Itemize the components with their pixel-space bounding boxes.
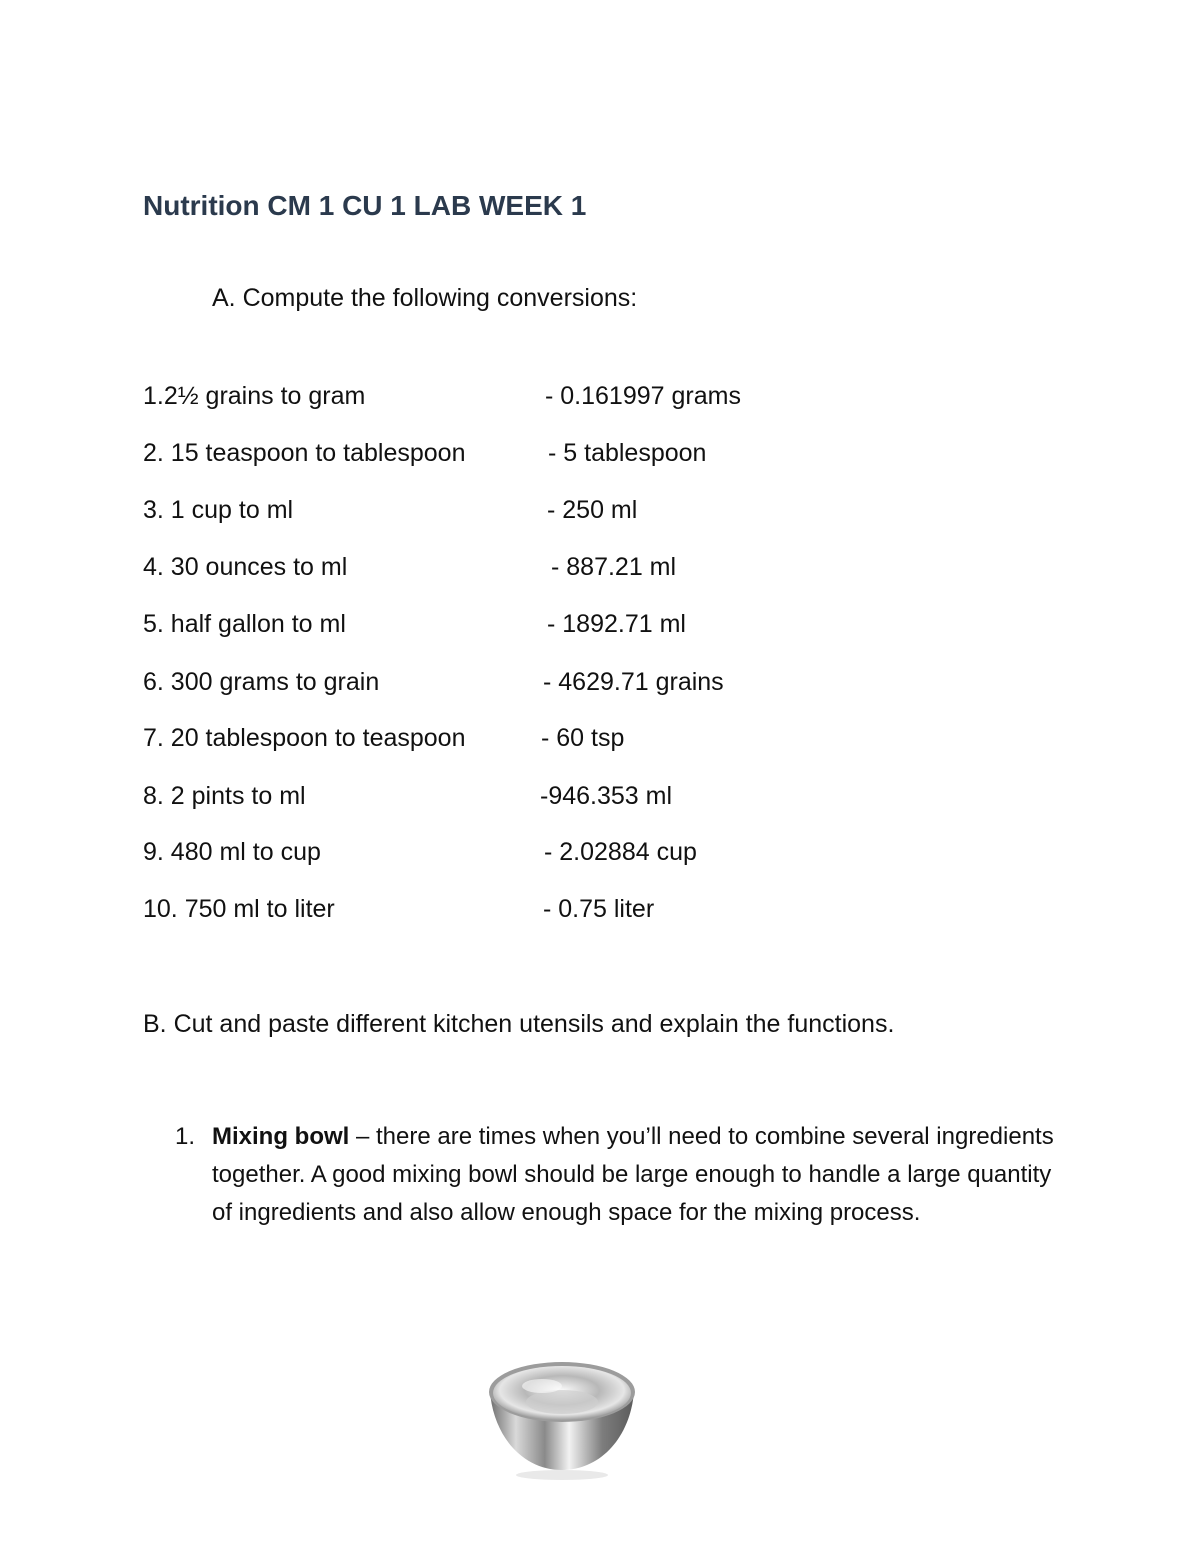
- conversion-question: 3. 1 cup to ml: [143, 496, 294, 524]
- conversion-answer: - 887.21 ml: [551, 553, 677, 581]
- section-a-heading: A. Compute the following conversions:: [212, 284, 638, 312]
- utensil-number: 1.: [175, 1123, 196, 1150]
- conversion-answer: - 250 ml: [547, 496, 638, 524]
- conversion-question: 8. 2 pints to ml: [143, 782, 306, 810]
- conversion-answer: - 2.02884 cup: [544, 838, 697, 866]
- conversion-answer: -946.353 ml: [540, 782, 673, 810]
- conversion-answer: - 0.161997 grams: [545, 382, 741, 410]
- conversion-question: 7. 20 tablespoon to teaspoon: [143, 724, 466, 752]
- conversion-answer: - 1892.71 ml: [547, 610, 686, 638]
- conversion-answer: - 0.75 liter: [543, 895, 655, 923]
- conversion-question: 6. 300 grams to grain: [143, 668, 380, 696]
- conversion-question: 5. half gallon to ml: [143, 610, 346, 638]
- utensil-description: – there are times when you’ll need to combine several ingredients together. A good mixing bowl should be large enough to handle a large quantity of ingredients and also allow enough space for the mixing process.: [212, 1123, 1054, 1226]
- section-b-heading: B. Cut and paste different kitchen utensils and explain the functions.: [143, 1010, 895, 1038]
- utensil-text: [212, 1118, 1055, 1232]
- page-title: Nutrition CM 1 CU 1 LAB WEEK 1: [143, 190, 587, 221]
- conversion-answer: - 60 tsp: [541, 724, 625, 752]
- utensil-item: [175, 1118, 1055, 1232]
- utensil-name: Mixing bowl: [212, 1123, 350, 1150]
- conversion-question: 10. 750 ml to liter: [143, 895, 335, 923]
- conversion-question: 9. 480 ml to cup: [143, 838, 321, 866]
- conversion-question: 4. 30 ounces to ml: [143, 553, 348, 581]
- conversion-answer: - 5 tablespoon: [548, 439, 707, 467]
- conversion-answer: - 4629.71 grains: [543, 668, 724, 696]
- conversion-question: 1.2½ grains to gram: [143, 382, 366, 410]
- mixing-bowl-image: [484, 1358, 640, 1482]
- conversion-question: 2. 15 teaspoon to tablespoon: [143, 439, 466, 467]
